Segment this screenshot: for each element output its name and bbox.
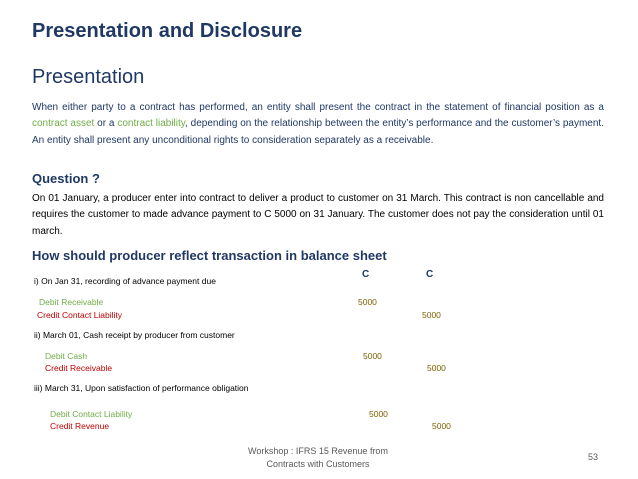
presentation-paragraph — [32, 100, 604, 149]
entry-1-debit: Debit Receivable — [39, 297, 104, 307]
column-header-debit: C — [362, 269, 370, 280]
entry-3-debit: Debit Contact Liability — [50, 409, 133, 419]
balance-sheet-heading: How should producer reflect transaction in balance sheet — [32, 248, 387, 263]
slide-footer: Workshop : IFRS 15 Revenue from Contracts with Customers — [248, 446, 388, 469]
entry-3-credit-amount: 5000 — [432, 421, 451, 431]
entry-2-credit: Credit Receivable — [45, 363, 113, 373]
slide-title: Presentation and Disclosure — [32, 20, 303, 42]
contract-asset-term: contract asset — [32, 118, 95, 130]
column-header-credit: C — [426, 269, 434, 280]
question-text: On 01 January, a producer enter into contract to deliver a product to customer on 31 March. This contract is non cancellable and requires the customer to made advance payment to C 5000 on 31 January. The customer does not pay the consideration until 01 march. — [32, 193, 604, 237]
paragraph-text-3: , depending on the relationship between the entity’s performance and the customer’s payment. An entity shall present any unconditional rights to consideration separately as a receivable. — [32, 118, 604, 146]
contract-liability-term: contract liability — [117, 118, 186, 130]
entry-2-debit-amount: 5000 — [363, 351, 382, 361]
entry-1-credit-amount: 5000 — [422, 310, 441, 320]
paragraph-text-1: When either party to a contract has performed, an entity shall present the contract in the statement of financial position as a — [32, 102, 604, 113]
entry-1-credit: Credit Contact Liability — [37, 310, 123, 320]
page-number: 53 — [588, 452, 599, 462]
entry-2-credit-amount: 5000 — [427, 363, 446, 373]
entry-step-2: ii) March 01, Cash receipt by producer from customer — [34, 330, 235, 340]
entry-3-debit-amount: 5000 — [369, 409, 388, 419]
paragraph-text-2: or a — [94, 118, 118, 130]
entry-2-debit: Debit Cash — [45, 351, 88, 361]
entry-1-debit-amount: 5000 — [358, 297, 377, 307]
question-heading: Question ? — [32, 171, 100, 186]
entry-3-credit: Credit Revenue — [50, 421, 110, 431]
entry-step-3: iii) March 31, Upon satisfaction of performance obligation — [34, 383, 249, 393]
entry-step-1: i) On Jan 31, recording of advance payment due — [34, 276, 216, 286]
section-title: Presentation — [32, 66, 145, 88]
